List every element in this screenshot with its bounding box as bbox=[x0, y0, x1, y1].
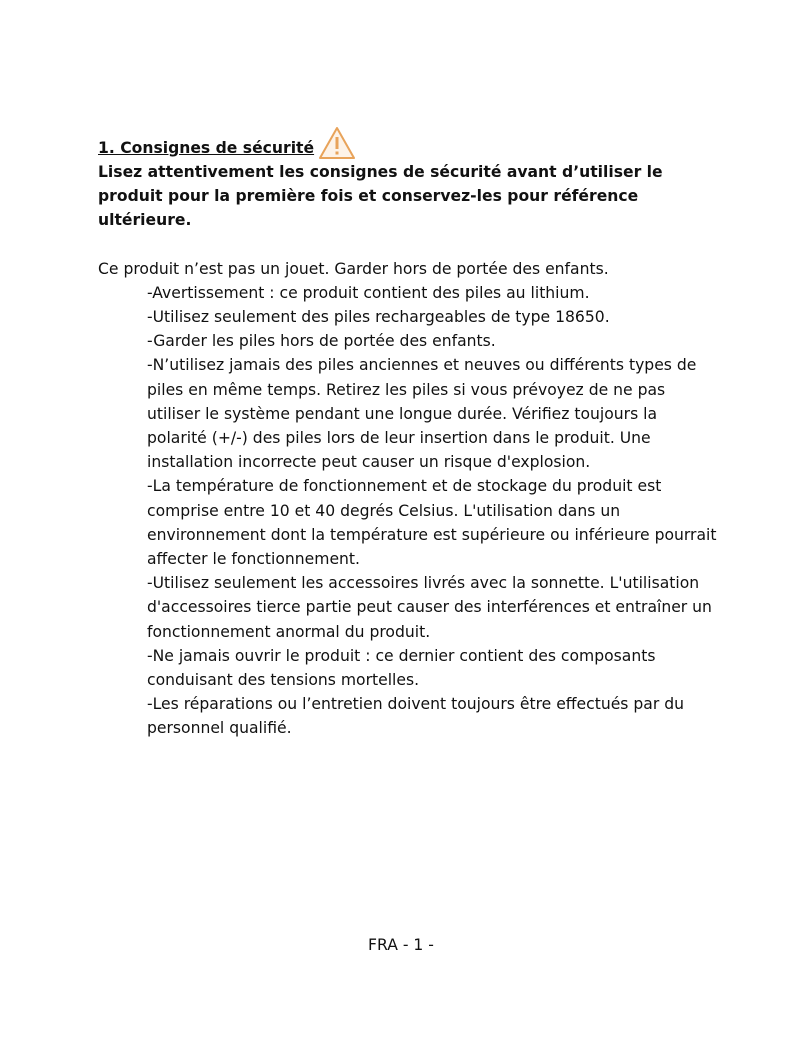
list-item: -La température de fonctionnement et de stockage du produit est comprise entre 10 et 40 degrés Celsius. L'utilisation dans un environnement dont la température est supérieure ou inférieure pourrait affecter le fonctionnement. bbox=[147, 477, 717, 569]
list-item: -Avertissement : ce produit contient des piles au lithium. bbox=[147, 283, 590, 302]
list-item: -Garder les piles hors de portée des enfants. bbox=[147, 332, 496, 351]
lead-text: Ce produit n’est pas un jouet. Garder hors de portée des enfants. bbox=[98, 259, 609, 278]
list-item: -Les réparations ou l’entretien doivent toujours être effectués par du personnel qualifié. bbox=[147, 695, 684, 738]
list-item: -Utilisez seulement des piles rechargeables de type 18650. bbox=[147, 308, 610, 327]
warning-icon bbox=[318, 126, 356, 160]
list-item: -N’utilisez jamais des piles anciennes et neuves ou différents types de piles en même temps. Retirez les piles si vous prévoyez de ne pas utiliser le système pendant une longue durée. Vérifiez toujours la polarité (+/-) des piles lors de leur insertion dans le produit. Une installation incorrecte peut causer un risque d'explosion. bbox=[147, 356, 697, 472]
safety-list bbox=[147, 281, 718, 741]
list-item: -Ne jamais ouvrir le produit : ce dernier contient des composants conduisant des tensions mortelles. bbox=[147, 646, 656, 690]
section-heading: 1. Consignes de sécurité bbox=[98, 138, 315, 157]
section-title-row bbox=[98, 126, 718, 160]
document-body bbox=[98, 126, 718, 741]
page-footer: FRA - 1 - bbox=[368, 936, 434, 954]
intro-text: Lisez attentivement les consignes de sécurité avant d’utiliser le produit pour la première fois et conservez-les pour référence ultérieure. bbox=[98, 163, 663, 230]
list-item: -Utilisez seulement les accessoires livrés avec la sonnette. L'utilisation d'accessoires tierce partie peut causer des interférences et entraîner un fonctionnement anormal du produit. bbox=[147, 574, 712, 641]
